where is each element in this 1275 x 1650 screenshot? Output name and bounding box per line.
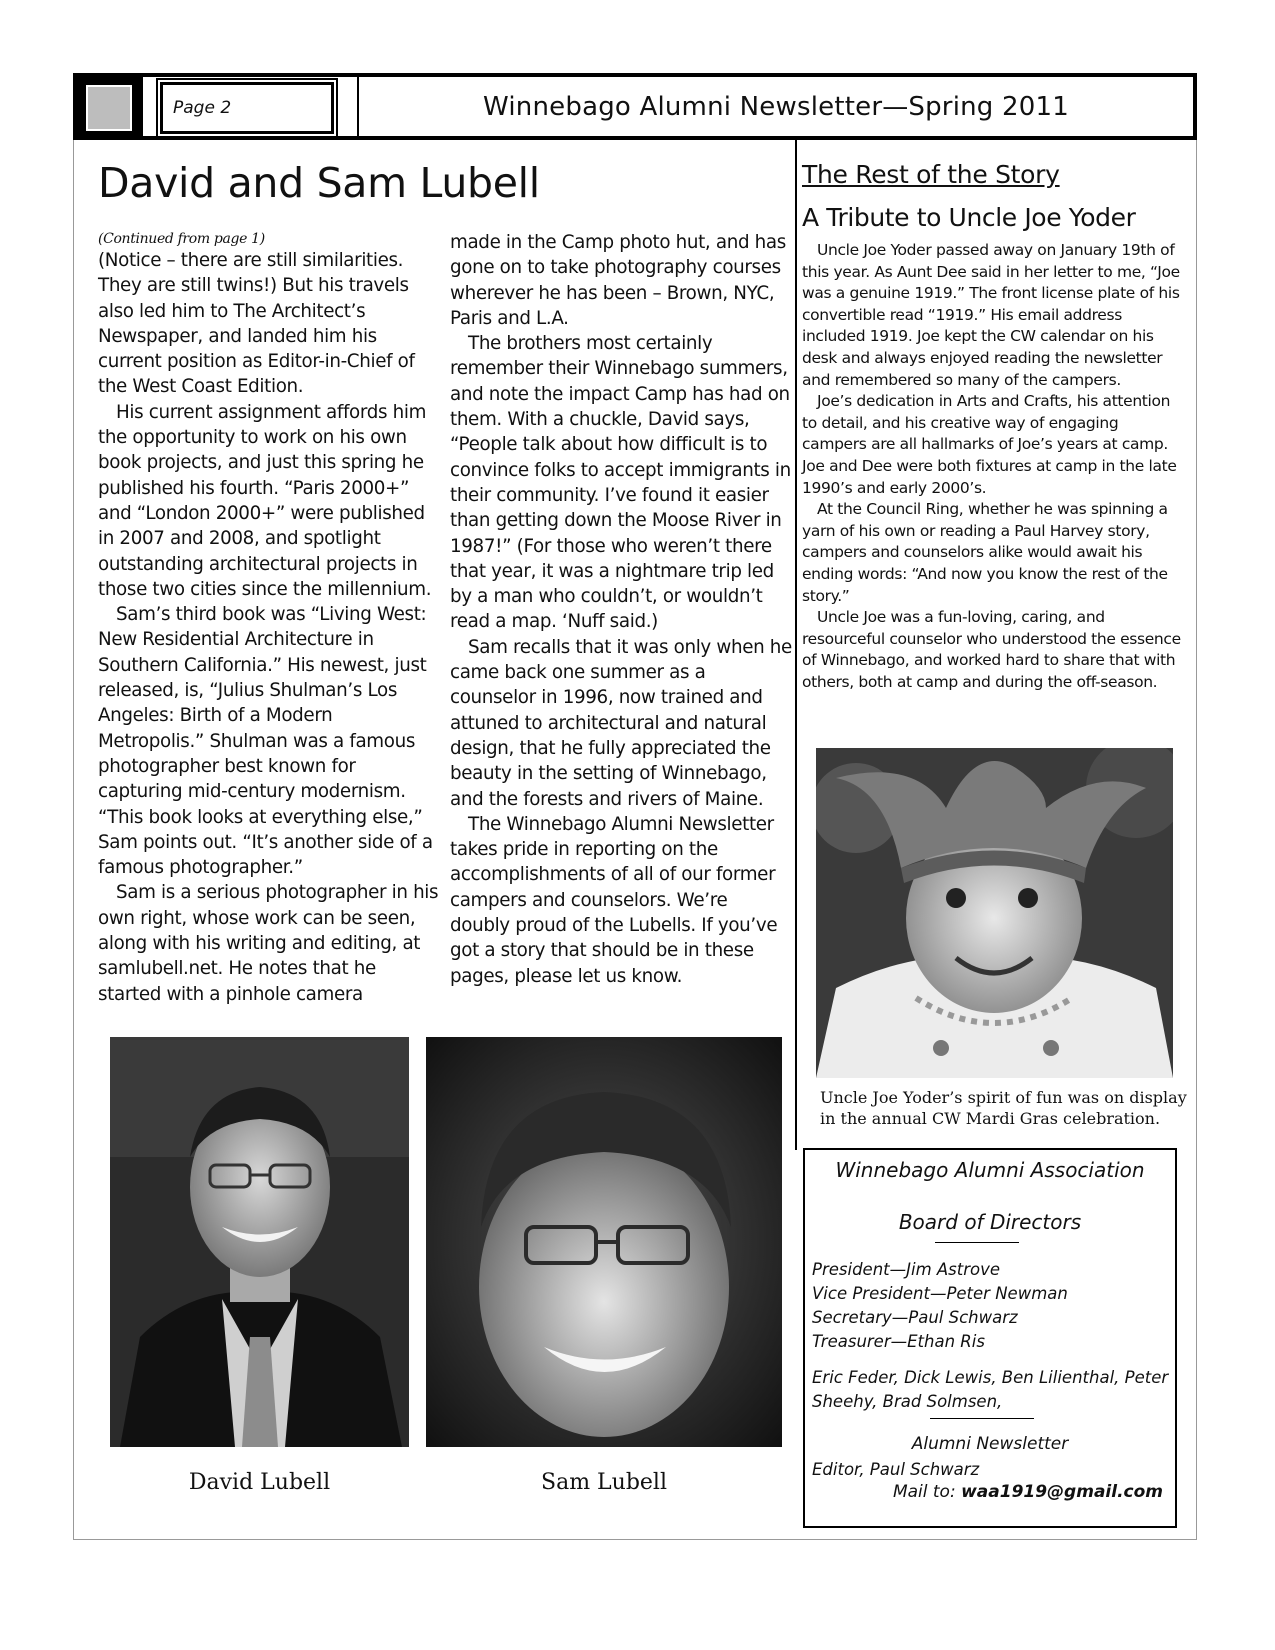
david-portrait-image xyxy=(110,1037,409,1447)
article-paragraph: The Winnebago Alumni Newsletter takes pride in reporting on the accomplishments of all of our former campers and counselors. We’re doubly proud of the Lubells. If you’ve got a story that should be in these pages, please let us know. xyxy=(450,813,778,987)
uncle-joe-photo xyxy=(816,748,1173,1078)
board-members-line: Eric Feder, Dick Lewis, Ben Lilienthal, Peter xyxy=(812,1368,1169,1387)
david-photo-caption: David Lubell xyxy=(188,1470,331,1495)
article-headline: David and Sam Lubell xyxy=(98,159,540,207)
newsletter-title: Winnebago Alumni Newsletter—Spring 2011 xyxy=(483,92,1069,122)
article-paragraph: His current assignment affords him the opportunity to work on his own book projects, and just this spring he published his fourth. “Paris 2000+” and “London 2000+” were published in 2007 and 2008, and spotlight outstanding architectural projects in those two cities since the millennium. xyxy=(98,401,432,600)
newsletter-heading: Alumni Newsletter xyxy=(911,1434,1069,1454)
board-officer: Vice President—Peter Newman xyxy=(812,1284,1068,1303)
board-officer: Treasurer—Ethan Ris xyxy=(812,1332,985,1351)
article-paragraph: (Notice – there are still similarities. They are still twins!) But his travels also led him to The Architect’s Newspaper, and landed him his current position as Editor-in-Chief of the West Coast Edition. xyxy=(98,250,415,398)
sam-lubell-photo xyxy=(426,1037,782,1447)
header-corner-block xyxy=(77,77,143,136)
tribute-paragraph: Uncle Joe was a fun-loving, caring, and resourceful counselor who understood the essence of Winnebago, and worked hard to share that with others, both at camp and during the off-season. xyxy=(802,608,1181,691)
board-divider-1 xyxy=(935,1242,1019,1243)
article-paragraph: Sam is a serious photographer in his own right, whose work can be seen, along with his writing and editing, at samlubell.net. He notes that he started with a pinhole camera xyxy=(98,882,439,1005)
tribute-text xyxy=(802,240,1184,693)
page-frame-bottom xyxy=(73,1539,1197,1540)
header-gray-square xyxy=(86,85,132,131)
tribute-paragraph: At the Council Ring, whether he was spinning a yarn of his own or reading a Paul Harvey story, campers and counselors alike would await his ending words: “And now you know the rest of the story.” xyxy=(802,500,1168,605)
board-heading: Board of Directors xyxy=(898,1210,1082,1234)
board-divider-2 xyxy=(930,1418,1034,1419)
page-frame-right xyxy=(1196,140,1197,1540)
uncle-joe-caption: Uncle Joe Yoder’s spirit of fun was on display in the annual CW Mardi Gras celebration. xyxy=(820,1088,1187,1128)
newsletter-mail xyxy=(893,1482,1163,1502)
board-of-directors-box xyxy=(803,1148,1177,1528)
uncle-joe-image xyxy=(816,748,1173,1078)
board-officer: President—Jim Astrove xyxy=(812,1260,1001,1279)
newsletter-editor: Editor, Paul Schwarz xyxy=(812,1460,980,1479)
article-paragraph: Sam’s third book was “Living West: New Residential Architecture in Southern California.” His newest, just released, is, “Julius Shulman’s Los Angeles: Birth of a Modern Metropolis.” Shulman was a famous photographer best known for capturing mid-century modernism. “This book looks at everything else,” Sam points out. “It’s another side of a famous photographer.” xyxy=(98,604,433,879)
sam-photo-caption: Sam Lubell xyxy=(541,1470,667,1495)
board-members-line: Sheehy, Brad Solmsen, xyxy=(812,1392,1003,1411)
article-paragraph: made in the Camp photo hut, and has gone on to take photography courses wherever he has been – Brown, NYC, Paris and L.A. xyxy=(450,232,786,329)
sidebar-title: The Rest of the Story xyxy=(802,160,1060,189)
article-column-2 xyxy=(450,230,792,989)
david-lubell-photo xyxy=(110,1037,409,1447)
continued-note: (Continued from page 1) xyxy=(98,231,265,247)
tribute-paragraph: Uncle Joe Yoder passed away on January 19th of this year. As Aunt Dee said in her letter to me, “Joe was a genuine 1919.” The front license plate of his convertible read “1919.” His email address included 1919. Joe kept the CW calendar on his desk and always enjoyed reading the newsletter and remembered so many of the campers. xyxy=(802,241,1180,389)
association-name: Winnebago Alumni Association xyxy=(835,1158,1145,1182)
mail-address-link[interactable]: waa1919@gmail.com xyxy=(961,1482,1163,1502)
page-number-label: Page 2 xyxy=(160,82,334,134)
newsletter-header xyxy=(73,73,1197,140)
sidebar-subtitle: A Tribute to Uncle Joe Yoder xyxy=(802,203,1136,232)
mail-label: Mail to: xyxy=(892,1482,962,1502)
tribute-paragraph: Joe’s dedication in Arts and Crafts, his attention to detail, and his creative way of engaging campers are all hallmarks of Joe’s years at camp. Joe and Dee were both fixtures at camp in the late 1990’s and early 2000’s. xyxy=(802,392,1177,497)
article-paragraph: The brothers most certainly remember their Winnebago summers, and note the impact Camp has had on them. With a chuckle, David says, “People talk about how difficult is to convince folks to accept immigrants in their community. I’ve found it easier than getting down the Moose River in 1987!” (For those who weren’t there that year, it was a nightmare trip led by a man who couldn’t, or wouldn’t read a map. ‘Nuff said.) xyxy=(450,333,791,633)
column-rule xyxy=(795,140,797,1150)
board-officer: Secretary—Paul Schwarz xyxy=(812,1308,1018,1327)
article-paragraph: Sam recalls that it was only when he came back one summer as a counselor in 1996, now trained and attuned to architectural and natural design, that he fully appreciated the beauty in the setting of Winnebago, and the forests and rivers of Maine. xyxy=(450,636,792,810)
page-frame-left xyxy=(73,140,74,1540)
sam-portrait-image xyxy=(426,1037,782,1447)
article-column-1 xyxy=(98,230,440,1007)
